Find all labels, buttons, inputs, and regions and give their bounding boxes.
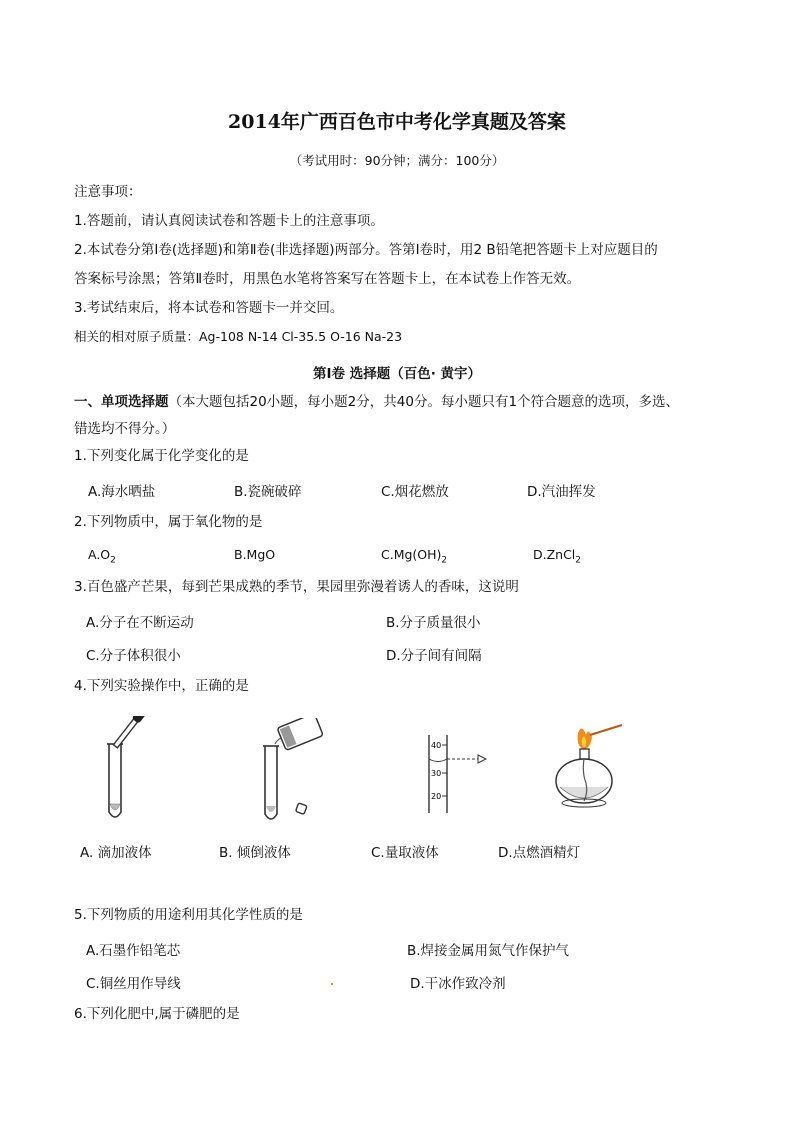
question-5-option-b: B.焊接金属用氮气作保护气 [407,943,570,959]
question-3-stem: 3.百色盛产芒果，每到芒果成熟的季节，果园里弥漫着诱人的香味，这说明 [74,579,519,595]
pouring-liquid-illustration [255,718,335,828]
question-3-option-c: C.分子体积很小 [86,648,181,664]
question-3-option-a: A.分子在不断运动 [86,615,194,631]
question-3-option-d: D.分子间有间隔 [386,648,482,664]
part-heading-line [74,393,679,411]
notes-heading: 注意事项： [74,184,142,200]
question-5-option-a: A.石墨作铅笔芯 [86,943,181,959]
part-heading: 一、单项选择题 [74,394,169,410]
exam-info: （考试用时：90分钟；满分：100分） [289,153,505,168]
question-6-stem: 6.下列化肥中,属于磷肥的是 [74,1006,240,1022]
note-item-2-line-1: 2.本试卷分第Ⅰ卷(选择题)和第Ⅱ卷(非选择题)两部分。答第Ⅰ卷时，用2 B铅笔把答题卡上对应题目的 [74,242,658,258]
question-3-option-b: B.分子质量很小 [386,615,481,631]
note-item-1: 1.答题前，请认真阅读试卷和答题卡上的注意事项。 [74,213,384,229]
alcohol-lamp-illustration [548,723,628,813]
question-2-option-d: D.ZnCl$_2$ [533,547,582,566]
part-description: （本大题包括20小题，每小题2分，共40分。每小题只有1个符合题意的选项，多选、 [168,394,680,410]
page-title: 2014年广西百色市中考化学真题及答案 [228,111,566,133]
question-1-stem: 1.下列变化属于化学变化的是 [74,448,249,464]
question-1-option-a: A.海水晒盐 [88,484,156,500]
question-2-option-c: $C.Mg(OH)_2$ [381,547,448,566]
question-5-option-d: D.干冰作致冷剂 [410,976,506,992]
atomic-masses: 相关的相对原子质量：Ag-108 N-14 Cl-35.5 O-16 Na-23 [74,329,403,344]
question-1-option-d: D.汽油挥发 [527,484,596,500]
section-title: 第Ⅰ卷 选择题（百色· 黄宇） [312,366,482,382]
cylinder-tick-30: 30 [431,769,442,778]
question-4-option-b: B. 倾倒液体 [219,845,291,861]
part-description-line-2: 错选均不得分。） [74,421,176,437]
question-4-option-a: A. 滴加液体 [80,845,152,861]
question-1-option-c: C.烟花燃放 [381,484,449,500]
cylinder-tick-20: 20 [431,792,442,801]
question-2-option-b: B.MgO [234,547,276,562]
dropper-test-tube-illustration [95,716,145,826]
note-item-2-line-2: 答案标号涂黑；答第Ⅱ卷时，用黑色水笔将答案写在答题卡上，在本试卷上作答无效。 [74,271,581,287]
question-1-option-b: B.瓷碗破碎 [234,484,302,500]
graduated-cylinder-illustration [420,735,490,815]
question-5-stem: 5.下列物质的用途利用其化学性质的是 [74,907,303,923]
question-5-option-c: C.铜丝用作导线 [86,976,181,992]
question-4-stem: 4.下列实验操作中，正确的是 [74,678,249,694]
question-4-option-d: D.点燃酒精灯 [498,845,581,861]
question-2-option-a: $A.O_2$ [88,547,116,566]
note-item-3: 3.考试结束后，将本试卷和答题卡一并交回。 [74,300,344,316]
cylinder-tick-40: 40 [431,741,442,750]
stray-dot [331,983,333,985]
question-4-option-c: C.量取液体 [371,845,439,861]
question-2-stem: 2.下列物质中，属于氧化物的是 [74,514,263,530]
